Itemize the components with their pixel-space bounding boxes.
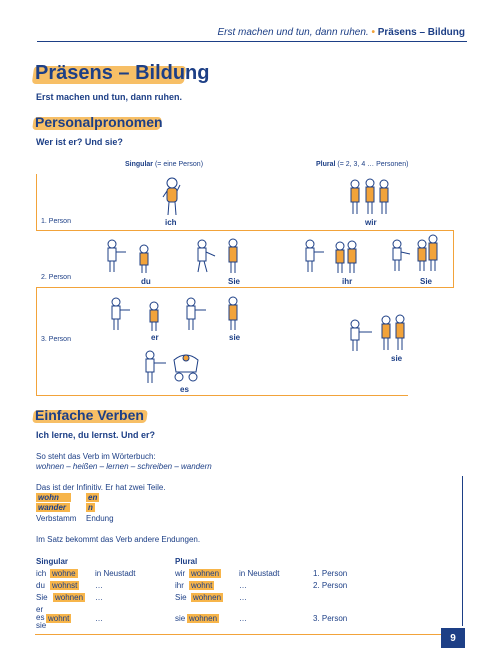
person-ich-illustration <box>158 175 186 219</box>
stem-label: Verbstamm <box>36 514 77 523</box>
conj-row-4-sg-pron: er es sie <box>36 605 47 630</box>
verbs-heading-block <box>35 407 144 423</box>
pronoun-ich: ich <box>165 218 177 227</box>
conj-row-2-sg-pron: du <box>36 581 45 590</box>
conj-row-2-sg-verb: wohnst <box>52 581 78 590</box>
personal-heading: Personalpronomen <box>35 114 163 130</box>
conj-row-2-person: 2. Person <box>313 581 348 590</box>
conj-row-2-pl-pron: ihr <box>175 581 184 590</box>
infinitive-line: Das ist der Infinitiv. Er hat zwei Teile. <box>36 483 166 492</box>
running-header-section: Präsens – Bildung <box>377 27 465 38</box>
conj-row-3-sg-verb: wohnen <box>55 593 84 602</box>
person-wir-illustration <box>345 176 395 218</box>
person-ihr-illustration <box>302 237 362 275</box>
person-sie-plural-formal-illustration <box>388 232 442 274</box>
pronoun-sie-formal: Sie <box>228 277 241 286</box>
row3-label: 3. Person <box>41 336 71 343</box>
conj-row-3-sg-rest: … <box>95 593 103 602</box>
conj-row-4-sg-verb: wohnt <box>48 614 70 623</box>
stem-wander: wander <box>36 503 70 512</box>
pronoun-sie-singular: sie <box>229 333 241 342</box>
plural-note: (= 2, 3, 4 … Personen) <box>337 161 409 168</box>
infinitive-stem-1 <box>36 493 71 502</box>
running-header <box>217 27 465 38</box>
ending-n: n <box>88 503 93 512</box>
pronoun-sie-plural: sie <box>391 354 403 363</box>
person-sie-plural-illustration <box>346 310 414 354</box>
running-header-text: Erst machen und tun, dann ruhen. <box>217 27 369 38</box>
personal-heading-block <box>35 114 163 130</box>
conj-row-1-sg-verb: wohne <box>52 569 76 578</box>
header-rule <box>37 41 467 42</box>
verbs-question: Ich lerne, du lernst. Und er? <box>36 430 156 440</box>
pronoun-du: du <box>141 277 151 286</box>
verbs-bottom-border <box>35 634 463 635</box>
conj-row-1-pl-verb: wohnen <box>191 569 220 578</box>
row2-label: 2. Person <box>41 274 71 281</box>
person-sie-singular-illustration <box>182 292 244 334</box>
conj-row-1-person: 1. Person <box>313 569 348 578</box>
row1-left-border <box>36 174 37 230</box>
ending-en: en <box>88 493 98 502</box>
row3-bottom-border <box>36 395 408 396</box>
person-du-illustration <box>104 237 154 275</box>
conj-row-1-pl-rest: in Neustadt <box>239 569 280 578</box>
conj-row-3-pl-pron: Sie <box>175 593 187 602</box>
plural-caption <box>316 161 408 168</box>
verbs-heading: Einfache Verben <box>35 407 144 423</box>
pronoun-wir: wir <box>365 218 377 227</box>
person-sie-formal-illustration <box>193 236 245 276</box>
header-separator: • <box>371 27 375 38</box>
conj-plural-label: Plural <box>175 557 198 566</box>
title-block <box>35 62 210 85</box>
page-title: Präsens – Bildung <box>35 62 210 84</box>
dictionary-words: wohnen – heißen – lernen – schreiben – wandern <box>36 462 212 471</box>
conj-row-3-sg-pron: Sie <box>36 593 48 602</box>
conj-row-4-person: 3. Person <box>313 614 348 623</box>
plural-label: Plural <box>316 161 336 168</box>
conj-row-3-pl-verb: wohnen <box>193 593 222 602</box>
conj-row-2-sg-rest: … <box>95 581 103 590</box>
infinitive-stem-2 <box>36 503 70 512</box>
ending-label: Endung <box>86 514 114 523</box>
singular-label: Singular <box>125 161 154 168</box>
conj-row-4-sg-rest: … <box>95 614 103 623</box>
conj-singular-label: Singular <box>36 557 69 566</box>
person-es-illustration <box>140 346 206 386</box>
verbs-right-border <box>462 476 463 626</box>
conj-row-3-pl-rest: … <box>239 593 247 602</box>
sentence-line: Im Satz bekommt das Verb andere Endungen. <box>36 535 201 544</box>
conj-row-4-pl-pron: sie <box>175 614 186 623</box>
dictionary-line: So steht das Verb im Wörterbuch: <box>36 452 156 461</box>
stem-wohn: wohn <box>36 493 71 502</box>
conj-row-4-pl-rest: … <box>239 614 247 623</box>
pronoun-sie-plural-formal: Sie <box>420 277 433 286</box>
row3-left-border <box>36 287 37 395</box>
conj-row-1-pl-pron: wir <box>175 569 186 578</box>
conj-row-2-pl-rest: … <box>239 581 247 590</box>
singular-caption <box>125 161 203 168</box>
row2-right-border <box>453 230 454 287</box>
conj-row-1-sg-pron: ich <box>36 569 47 578</box>
infinitive-ending-1 <box>86 493 99 502</box>
conj-row-2-pl-verb: wohnt <box>191 581 213 590</box>
infinitive-ending-2 <box>86 503 95 512</box>
row1-bottom-border <box>36 230 454 231</box>
pronoun-ihr: ihr <box>342 277 353 286</box>
conj-row-1-sg-rest: in Neustadt <box>95 569 136 578</box>
pronoun-es: es <box>180 385 189 394</box>
page-subtitle: Erst machen und tun, dann ruhen. <box>36 92 183 102</box>
row1-label: 1. Person <box>41 218 71 225</box>
person-er-illustration <box>108 294 164 334</box>
conj-row-4-pl-verb: wohnen <box>189 614 218 623</box>
pronoun-er: er <box>151 333 159 342</box>
row2-bottom-border <box>36 287 454 288</box>
page-number: 9 <box>441 628 465 648</box>
singular-note: (= eine Person) <box>154 161 204 168</box>
personal-question: Wer ist er? Und sie? <box>36 137 123 147</box>
